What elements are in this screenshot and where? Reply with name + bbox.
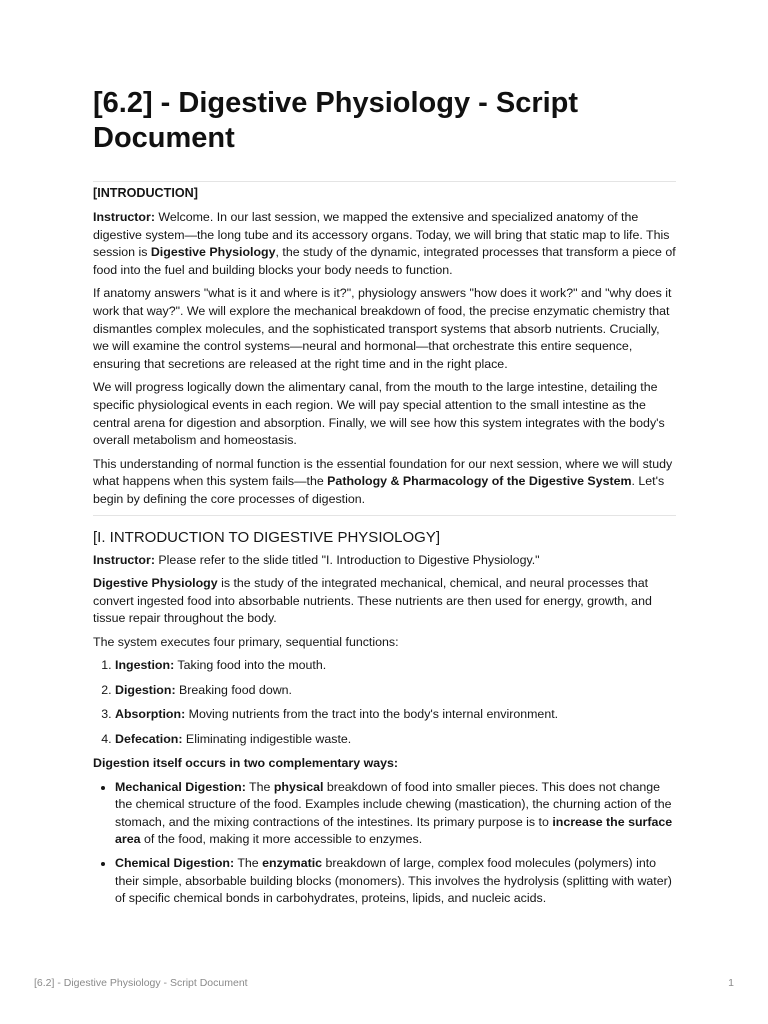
section-paragraph-1: Instructor: Please refer to the slide titled "I. Introduction to Digestive Physiology." — [93, 552, 540, 567]
functions-list — [93, 657, 676, 748]
list-item: 4. Defecation: Eliminating indigestible waste. — [115, 731, 676, 749]
document-body — [93, 184, 676, 914]
ways-heading: Digestion itself occurs in two complementary ways: — [93, 756, 399, 771]
intro-paragraph-4: This understanding of normal function is the essential foundation for our next session, where we will study what happens when this system fails—the Pathology & Pharmacology of the Digestive System. Let's begin by defining the core processes of digestion. — [93, 456, 673, 506]
section-divider — [93, 515, 676, 516]
page-number: 1 — [728, 977, 734, 989]
section-heading: [I. INTRODUCTION TO DIGESTIVE PHYSIOLOGY] — [93, 528, 440, 546]
section-paragraph-3: The system executes four primary, sequential functions: — [93, 634, 399, 649]
document-title: [6.2] - Digestive Physiology - Script Document — [93, 87, 579, 154]
speaker-label: Instructor: — [93, 210, 155, 224]
list-item: • Chemical Digestion: The enzymatic breakdown of large, complex food molecules (polymers) into their simple, absorbable building blocks (monomers). This involves the hydrolysis (splitting with water) of specific chemical bonds in carbohydrates, proteins, lipids, and nucleic acids. — [115, 855, 676, 908]
footer-title: [6.2] - Digestive Physiology - Script Document — [34, 977, 248, 989]
intro-paragraph-3: We will progress logically down the alimentary canal, from the mouth to the large intestine, detailing the specific physiological events in each region. We will pay special attention to the small intestine as the central arena for digestion and absorption. Finally, we will see how this system integrates with the body's overall metabolism and homeostasis. — [93, 380, 665, 448]
page-footer — [34, 977, 734, 989]
intro-paragraph-2: If anatomy answers "what is it and where is it?", physiology answers "how does it work?" and "why does it work that way?". We will explore the mechanical breakdown of food, the precise enzymatic chemistry that dismantles complex molecules, and the sophisticated transport systems that absorb nutrients. Crucially, we will examine the control systems—neural and hormonal—that orchestrate this entire sequence, ensuring that secretions are released at the right time and in the right place. — [93, 286, 672, 371]
list-item: 2. Digestion: Breaking food down. — [115, 682, 676, 700]
intro-paragraph-1: Instructor: Welcome. In our last session, we mapped the extensive and specialized anatomy of the digestive system—the long tube and its accessory organs. Today, we will bring that static map to life. This session is Digestive Physiology, the study of the dynamic, integrated processes that transform a piece of food into the fuel and building blocks your body needs to function. — [93, 210, 676, 277]
intro-heading: [INTRODUCTION] — [93, 186, 198, 200]
digestion-types-list — [93, 779, 676, 908]
divider — [93, 181, 676, 182]
list-item: • Mechanical Digestion: The physical breakdown of food into smaller pieces. This does not change the chemical structure of the food. Examples include chewing (mastication), the churning action of the stomach, and the mixing contractions of the intestines. Its primary purpose is to increase the surface area of the food, making it more accessible to enzymes. — [115, 779, 676, 849]
section-paragraph-2: Digestive Physiology is the study of the integrated mechanical, chemical, and neural processes that convert ingested food into absorbable nutrients. These nutrients are then used for energy, growth, and tissue repair throughout the body. — [93, 576, 652, 626]
list-item: 1. Ingestion: Taking food into the mouth. — [115, 657, 676, 675]
speaker-label: Instructor: — [93, 552, 155, 567]
list-item: 3. Absorption: Moving nutrients from the tract into the body's internal environment. — [115, 706, 676, 724]
